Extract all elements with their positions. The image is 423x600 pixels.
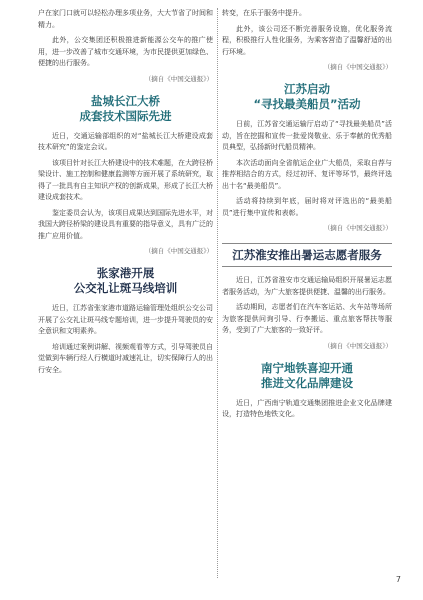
nanning-metro-paragraph-1: 近日，广西南宁轨道交通集团推进企业文化品牌建设，打造特色地铁文化。 [222,398,392,418]
huaian-volunteer-headline-line-1: 江苏淮安推出暑运志愿者服务 [232,248,382,262]
right-top-source: （摘自《中国交通报》） [323,63,392,71]
page-number: 7 [395,575,401,584]
nanning-metro-headline-line-2: 推进文化品牌建设 [261,375,353,390]
yancheng-bridge-headline [38,94,213,124]
yancheng-bridge-headline-line-1: 盐城长江大桥 [91,93,160,108]
right-top-paragraph-1: 转变，在乐于服务中提升。 [222,9,306,17]
zhangjiagang-headline-line-2: 公交礼让斑马线培训 [73,281,178,295]
right-column [222,8,392,425]
nanning-metro-headline [222,361,392,391]
best-crew-headline [222,82,392,112]
best-crew-headline-line-1: 江苏启动 [284,82,330,96]
yancheng-bridge-source: （摘自《中国交通报》） [144,247,213,255]
yancheng-bridge-paragraph-3: 鉴定委员会认为，该项目成果达到国际先进水平，对我国大跨径桥梁的建设具有重要的指导意义，具有广泛的推广应用价值。 [38,208,213,240]
yancheng-bridge-paragraph-1: 近日，交通运输部组织的对“盐城长江大桥建设成套技术研究”的鉴定会议。 [38,131,213,151]
zhangjiagang-headline-line-1: 张家港开展 [96,266,155,280]
best-crew-paragraph-2: 本次活动面向全省航运企业广大船员，采取自荐与推荐相结合的方式，经过初评、复评等环节，最终评选出十名“最美船员”。 [222,158,392,190]
zhangjiagang-paragraph-1: 近日，江苏省张家港市道路运输管理处组织公交公司开展了公交礼让斑马线专题培训，进一步提升驾驶员的安全意识和文明素养。 [38,304,213,335]
best-crew-source: （摘自《中国交通报》） [323,224,392,232]
left-top-source: （摘自《中国交通报》） [144,74,213,83]
best-crew-headline-line-2: “寻找最美船员”活动 [253,97,361,111]
huaian-headline-box [222,243,392,267]
yancheng-bridge-paragraph-2: 该项目针对长江大桥建设中的技术难题，在大跨径桥梁设计、施工控制和健康监测等方面开展了系统研究，取得了一批具有自主知识产权的创新成果，形成了长江大桥建设成套技术。 [38,158,213,201]
left-top-paragraph-2: 此外，公交集团还积极推进新能源公交车的推广使用，进一步改善了城市交通环境，为市民提供更加绿色、便捷的出行服务。 [38,36,213,67]
nanning-metro-headline-line-1: 南宁地铁喜迎开通 [261,360,353,375]
huaian-volunteer-paragraph-2: 活动期间，志愿者们在汽车客运站、火车站等场所为旅客提供问询引导、行李搬运、重点旅客帮扶等服务，受到了广大旅客的一致好评。 [222,303,392,334]
left-column [38,8,213,380]
zhangjiagang-paragraph-2: 培训通过案例讲解、视频观看等方式，引导驾驶员自觉做到车辆行经人行横道时减速礼让，切实保障行人的出行安全。 [38,342,213,374]
best-crew-paragraph-3: 活动将持续到年底，届时将对评选出的“最美船员”进行集中宣传和表彰。 [222,197,392,217]
huaian-volunteer-headline [222,248,392,263]
huaian-volunteer-paragraph-1: 近日，江苏省淮安市交通运输局组织开展暑运志愿者服务活动，为广大旅客提供便捷、温馨的出行服务。 [222,276,392,296]
column-divider [217,8,218,578]
yancheng-bridge-headline-line-2: 成套技术国际先进 [79,108,172,123]
best-crew-paragraph-1: 日前，江苏省交通运输厅启动了“寻找最美船员”活动，旨在挖掘和宣传一批爱岗敬业、乐于奉献的优秀船员典型，弘扬新时代船员精神。 [222,120,392,151]
right-top-paragraph-2: 此外，该公司还不断完善服务设施，优化服务流程，积极推行人性化服务，为乘客营造了温馨舒适的出行环境。 [222,24,392,56]
zhangjiagang-headline [38,266,213,296]
huaian-volunteer-source: （摘自《中国交通报》） [323,341,392,350]
left-top-paragraph-1: 户在家门口就可以轻松办理多项业务，大大节省了时间和精力。 [38,9,213,29]
